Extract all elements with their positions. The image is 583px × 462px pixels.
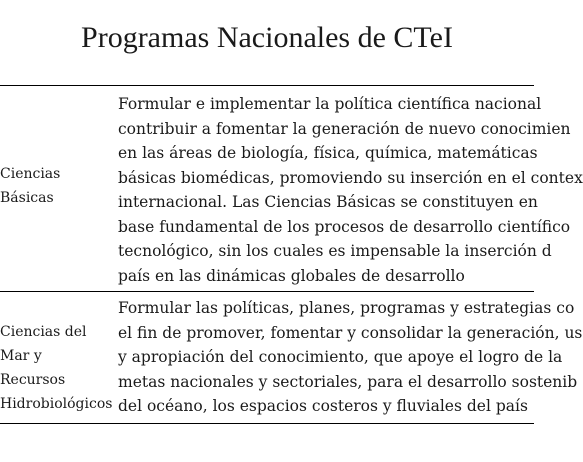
description-line: básicas biomédicas, promoviendo su inserción en el contex — [118, 168, 583, 187]
description-line: metas nacionales y sectoriales, para el desarrollo sostenib — [118, 372, 578, 391]
page-title: Programas Nacionales de CTeI — [81, 21, 453, 54]
description-line: el fin de promover, fomentar y consolidar la generación, us — [118, 323, 583, 342]
program-name-ciencias-basicas: Ciencias Básicas — [0, 166, 61, 206]
description-line: en las áreas de biología, física, química, matemáticas — [118, 144, 538, 162]
description-line: tecnológico, sin los cuales es impensable la inserción d — [118, 242, 552, 260]
description-line: del océano, los espacios costeros y fluviales del país — [118, 397, 528, 415]
description-line: país en las dinámicas globales de desarrollo — [118, 266, 465, 285]
description-line: Formular las políticas, planes, programas y estrategias co — [118, 299, 575, 317]
table-top-rule — [0, 85, 534, 86]
description-line: base fundamental de los procesos de desarrollo científico — [118, 217, 571, 236]
description-line: y apropiación del conocimiento, que apoye el logro de la — [118, 348, 563, 366]
table-bottom-rule — [0, 423, 534, 424]
description-line: Formular e implementar la política científica nacional — [118, 95, 542, 113]
description-line: internacional. Las Ciencias Básicas se constituyen en — [118, 193, 538, 211]
program-name-ciencias-del-mar: Ciencias del Mar y Recursos Hidrobiológicos — [0, 324, 113, 412]
table-row-divider — [0, 291, 534, 292]
program-description-ciencias-basicas — [118, 92, 583, 288]
program-description-ciencias-del-mar — [118, 296, 583, 419]
description-line: contribuir a fomentar la generación de nuevo conocimien — [118, 119, 571, 138]
